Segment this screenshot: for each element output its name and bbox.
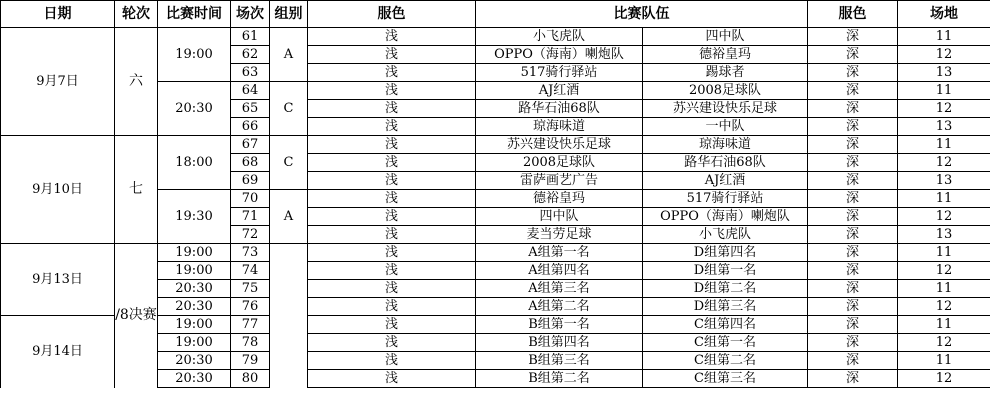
away-color-cell: 深 [808, 136, 898, 154]
time-cell: 18:00 [158, 136, 231, 190]
venue-cell: 12 [898, 46, 990, 64]
away-color-cell: 深 [808, 226, 898, 244]
home-color-cell: 浅 [308, 244, 476, 262]
match-no-cell: 76 [231, 298, 270, 316]
match-no-cell: 64 [231, 82, 270, 100]
group-cell: A [270, 190, 308, 244]
home-team-cell: 2008足球队 [476, 154, 643, 172]
home-team-cell: 小飞虎队 [476, 28, 643, 46]
date-cell: 9月10日 [1, 136, 115, 244]
match-no-cell: 65 [231, 100, 270, 118]
home-color-cell: 浅 [308, 190, 476, 208]
home-color-cell: 浅 [308, 154, 476, 172]
venue-cell: 13 [898, 172, 990, 190]
venue-cell: 13 [898, 64, 990, 82]
away-team-cell: OPPO（海南）喇炮队 [643, 208, 808, 226]
away-team-cell: C组第四名 [643, 316, 808, 334]
away-color-cell: 深 [808, 46, 898, 64]
match-no-cell: 79 [231, 352, 270, 370]
time-cell: 19:00 [158, 262, 231, 280]
home-color-cell: 浅 [308, 172, 476, 190]
home-team-cell: 四中队 [476, 208, 643, 226]
away-team-cell: D组第三名 [643, 298, 808, 316]
away-color-cell: 深 [808, 298, 898, 316]
group-cell: C [270, 136, 308, 190]
away-team-cell: C组第三名 [643, 370, 808, 388]
venue-cell: 11 [898, 316, 990, 334]
header-round: 轮次 [115, 1, 158, 28]
away-color-cell: 深 [808, 370, 898, 388]
away-color-cell: 深 [808, 64, 898, 82]
match-no-cell: 66 [231, 118, 270, 136]
home-color-cell: 浅 [308, 316, 476, 334]
header-color-away: 服色 [808, 1, 898, 28]
home-team-cell: 路华石油68队 [476, 100, 643, 118]
away-team-cell: 德裕皇玛 [643, 46, 808, 64]
home-color-cell: 浅 [308, 352, 476, 370]
time-cell: 19:00 [158, 316, 231, 334]
away-color-cell: 深 [808, 28, 898, 46]
home-team-cell: AJ红酒 [476, 82, 643, 100]
away-color-cell: 深 [808, 154, 898, 172]
round-cell: /8决赛 [115, 244, 158, 388]
header-group: 组别 [270, 1, 308, 28]
date-cell: 9月14日 [1, 316, 115, 388]
venue-cell: 11 [898, 82, 990, 100]
home-color-cell: 浅 [308, 208, 476, 226]
home-color-cell: 浅 [308, 334, 476, 352]
match-no-cell: 61 [231, 28, 270, 46]
header-time: 比赛时间 [158, 1, 231, 28]
group-cell: A [270, 28, 308, 82]
date-cell: 9月13日 [1, 244, 115, 316]
match-no-cell: 72 [231, 226, 270, 244]
home-color-cell: 浅 [308, 28, 476, 46]
away-color-cell: 深 [808, 334, 898, 352]
round-cell: 六 [115, 28, 158, 136]
away-color-cell: 深 [808, 82, 898, 100]
time-cell: 19:00 [158, 334, 231, 352]
home-color-cell: 浅 [308, 298, 476, 316]
time-cell: 20:30 [158, 298, 231, 316]
match-no-cell: 78 [231, 334, 270, 352]
away-color-cell: 深 [808, 262, 898, 280]
away-team-cell: D组第一名 [643, 262, 808, 280]
home-team-cell: A组第二名 [476, 298, 643, 316]
venue-cell: 12 [898, 208, 990, 226]
venue-cell: 12 [898, 154, 990, 172]
header-date: 日期 [1, 1, 115, 28]
home-team-cell: B组第二名 [476, 370, 643, 388]
time-cell: 20:30 [158, 352, 231, 370]
venue-cell: 12 [898, 298, 990, 316]
match-no-cell: 69 [231, 172, 270, 190]
date-cell: 9月7日 [1, 28, 115, 136]
match-no-cell: 71 [231, 208, 270, 226]
home-team-cell: 517骑行驿站 [476, 64, 643, 82]
venue-cell: 13 [898, 118, 990, 136]
home-team-cell: A组第一名 [476, 244, 643, 262]
header-match-no: 场次 [231, 1, 270, 28]
time-cell: 19:00 [158, 28, 231, 82]
home-team-cell: B组第三名 [476, 352, 643, 370]
away-team-cell: D组第二名 [643, 280, 808, 298]
home-team-cell: 琼海味道 [476, 118, 643, 136]
home-team-cell: 苏兴建设快乐足球 [476, 136, 643, 154]
venue-cell: 11 [898, 280, 990, 298]
match-no-cell: 74 [231, 262, 270, 280]
away-team-cell: C组第二名 [643, 352, 808, 370]
time-cell: 20:30 [158, 370, 231, 388]
home-team-cell: A组第三名 [476, 280, 643, 298]
venue-cell: 12 [898, 370, 990, 388]
home-color-cell: 浅 [308, 280, 476, 298]
home-color-cell: 浅 [308, 226, 476, 244]
away-color-cell: 深 [808, 172, 898, 190]
match-no-cell: 68 [231, 154, 270, 172]
away-team-cell: 一中队 [643, 118, 808, 136]
away-color-cell: 深 [808, 118, 898, 136]
away-team-cell: D组第四名 [643, 244, 808, 262]
match-no-cell: 80 [231, 370, 270, 388]
away-team-cell: 517骑行驿站 [643, 190, 808, 208]
away-team-cell: 2008足球队 [643, 82, 808, 100]
home-team-cell: 德裕皇玛 [476, 190, 643, 208]
home-color-cell: 浅 [308, 46, 476, 64]
header-teams: 比赛队伍 [476, 1, 808, 28]
away-color-cell: 深 [808, 208, 898, 226]
match-no-cell: 77 [231, 316, 270, 334]
venue-cell: 11 [898, 28, 990, 46]
time-cell: 20:30 [158, 280, 231, 298]
round-cell: 七 [115, 136, 158, 244]
home-color-cell: 浅 [308, 136, 476, 154]
time-cell: 20:30 [158, 82, 231, 136]
home-team-cell: B组第一名 [476, 316, 643, 334]
group-cell: C [270, 82, 308, 136]
away-team-cell: 苏兴建设快乐足球 [643, 100, 808, 118]
time-cell: 19:00 [158, 244, 231, 262]
away-team-cell: 四中队 [643, 28, 808, 46]
venue-cell: 11 [898, 244, 990, 262]
match-no-cell: 70 [231, 190, 270, 208]
home-color-cell: 浅 [308, 370, 476, 388]
match-no-cell: 73 [231, 244, 270, 262]
away-team-cell: C组第一名 [643, 334, 808, 352]
home-color-cell: 浅 [308, 118, 476, 136]
away-team-cell: AJ红酒 [643, 172, 808, 190]
away-team-cell: 小飞虎队 [643, 226, 808, 244]
away-color-cell: 深 [808, 280, 898, 298]
away-color-cell: 深 [808, 100, 898, 118]
header-venue: 场地 [898, 1, 990, 28]
home-team-cell: B组第四名 [476, 334, 643, 352]
table-row [1, 244, 990, 262]
venue-cell: 11 [898, 136, 990, 154]
header-color-home: 服色 [308, 1, 476, 28]
match-no-cell: 67 [231, 136, 270, 154]
away-team-cell: 琼海味道 [643, 136, 808, 154]
away-color-cell: 深 [808, 316, 898, 334]
table-row [1, 28, 990, 46]
match-no-cell: 63 [231, 64, 270, 82]
away-color-cell: 深 [808, 244, 898, 262]
away-team-cell: 踢球者 [643, 64, 808, 82]
home-color-cell: 浅 [308, 64, 476, 82]
match-no-cell: 62 [231, 46, 270, 64]
group-cell-empty [270, 244, 308, 388]
home-color-cell: 浅 [308, 262, 476, 280]
venue-cell: 11 [898, 352, 990, 370]
header-row [1, 1, 990, 28]
time-cell: 19:30 [158, 190, 231, 244]
away-color-cell: 深 [808, 190, 898, 208]
match-no-cell: 75 [231, 280, 270, 298]
home-team-cell: OPPO（海南）喇炮队 [476, 46, 643, 64]
home-color-cell: 浅 [308, 100, 476, 118]
table-row [1, 136, 990, 154]
home-team-cell: 麦当劳足球 [476, 226, 643, 244]
home-team-cell: 雷萨画艺广告 [476, 172, 643, 190]
away-team-cell: 路华石油68队 [643, 154, 808, 172]
home-color-cell: 浅 [308, 82, 476, 100]
home-team-cell: A组第四名 [476, 262, 643, 280]
away-color-cell: 深 [808, 352, 898, 370]
venue-cell: 11 [898, 190, 990, 208]
venue-cell: 12 [898, 100, 990, 118]
venue-cell: 12 [898, 262, 990, 280]
venue-cell: 12 [898, 334, 990, 352]
venue-cell: 13 [898, 226, 990, 244]
